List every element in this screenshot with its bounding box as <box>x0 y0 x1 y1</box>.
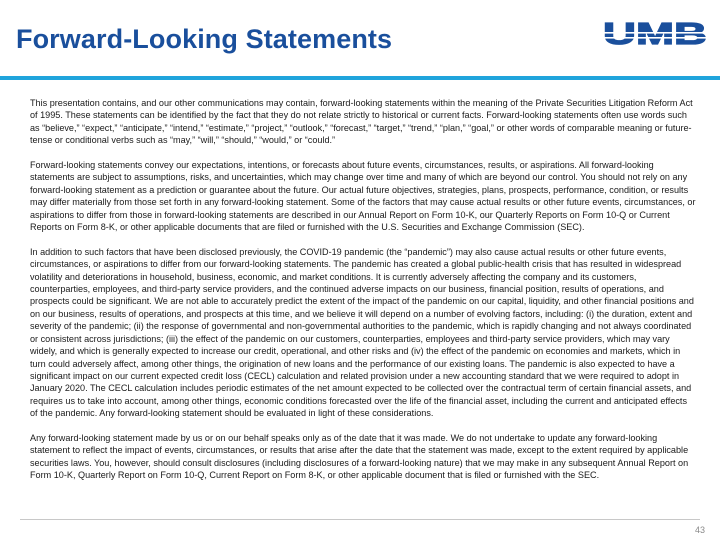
header-divider <box>0 76 720 80</box>
footer-divider <box>20 519 700 520</box>
umb-logo <box>602 19 708 47</box>
paragraph-updates: Any forward-looking statement made by us or on our behalf speaks only as of the date that it was made. We do not undertake to update any forward-looking statement to reflect the impact of events, circumstances, or results that arise after the date that the statement was made, except to the extent required by applicable securities laws. You, however, should consult disclosures (including disclosures of a forward-looking nature) that we may make in any subsequent Annual Report on Form 10-K, Quarterly Report on Form 10-Q, Current Report on Form 8-K, or other applicable document that is filed or furnished with the SEC. <box>30 432 689 481</box>
page-title: Forward-Looking Statements <box>16 24 393 54</box>
disclaimer-body <box>30 97 696 494</box>
page-number: 43 <box>694 525 705 535</box>
paragraph-covid: In addition to such factors that have been disclosed previously, the COVID-19 pandemic (the “pandemic”) may also cause actual results or other future events, circumstances, or aspirations to differ from our forward-looking statements. The pandemic has created a global public-health crisis that has resulted in widespread volatility and deteriorations in household, business, economic, and market conditions. It is currently adversely affecting the company and its customers, counterparties, employees, and third-party service providers, and the continued adverse impacts on our business, financial position, results of operations, and prospects could be significant. We are not able to accurately predict the extent of the impact of the pandemic on our capital, liquidity, and other financial positions and on our business, results of operations, and prospects at this time, and we believe it will depend on a number of evolving factors, including: (i) the duration, extent and severity of the pandemic; (ii) the response of governmental and non-governmental authorities to the pandemic, which is rapidly changing and not always coordinated or consistent across jurisdictions; (iii) the effect of the pandemic on our customers, counterparties, employees and third-party service providers, which may vary widely, and which is generally expected to increase our credit, operational, and other risks and (iv) the effect of the pandemic on economies and markets, which in turn could adversely affect, among other things, the origination of new loans and the performance of our existing loans. The pandemic is also expected to have a significant impact on our current expected credit loss (CECL) calculation and related provision under a new accounting standard that we were required to adopt in January 2020. The CECL calculation includes periodic estimates of the net amount expected to be collected over the contractual term of certain financial assets, and requires us to take into account, among other things, economic conditions forecasted over the life of the financial asset, including the current and anticipated effects of the pandemic. Any forward-looking statement should be evaluated in light of these considerations. <box>30 246 694 419</box>
paragraph-risks: Forward-looking statements convey our expectations, intentions, or forecasts about future events, circumstances, results, or aspirations. All forward-looking statements are subject to assumptions, risks, and uncertainties, which may change over time and many of which are beyond our control. You should not rely on any forward-looking statement as a prediction or guarantee about the future. Our actual future objectives, strategies, plans, prospects, performance, condition, or results may differ materially from those set forth in any forward-looking statement. Some of the factors that may cause actual results or other future events, circumstances, or aspirations to differ from those in forward-looking statements are described in our Annual Report on Form 10-K, our Quarterly Reports on Form 10-Q or Current Reports on Form 8-K, or other applicable documents that are filed or furnished with the U.S. Securities and Exchange Commission (SEC). <box>30 160 696 233</box>
paragraph-intro: This presentation contains, and our other communications may contain, forward-looking statements within the meaning of the Private Securities Litigation Reform Act of 1995. These statements can be identified by the fact that they do not relate strictly to historical or current facts. Forward-looking statements often use words such as “believe,” “expect,” “anticipate,” “intend,” “estimate,” “project,” “outlook,” “forecast,” “target,” “trend,” “plan,” “goal,” or other words of comparable meaning or future-tense or conditional verbs such as “may,” “will,” “should,” “would,” or “could.” <box>30 98 693 146</box>
